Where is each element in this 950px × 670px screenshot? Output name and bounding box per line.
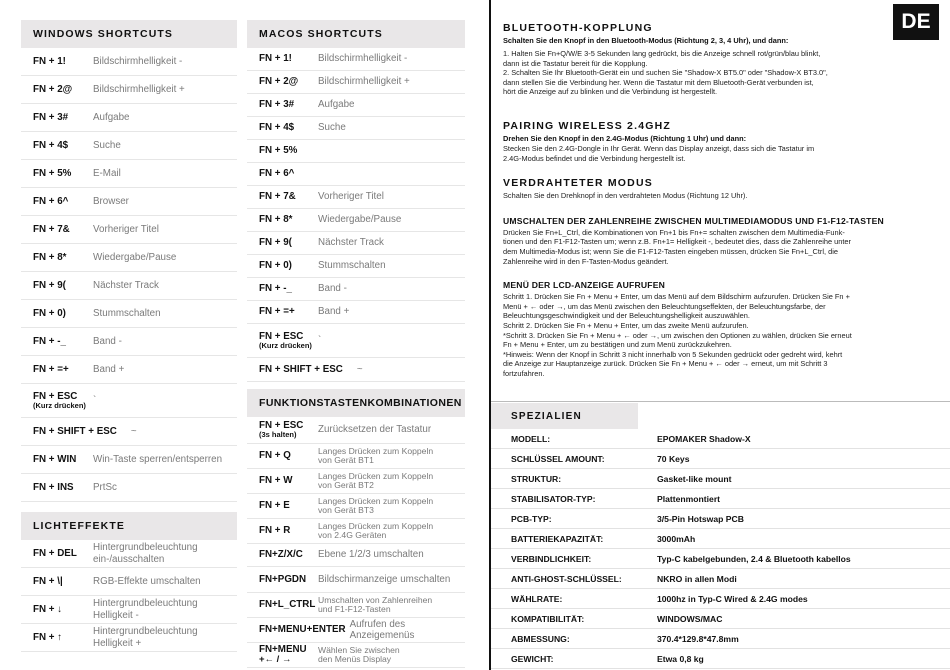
shortcut-row <box>21 272 237 300</box>
shortcut-key-text: FN + 8* <box>259 214 293 226</box>
shortcut-key-text: FN + 6^ <box>33 195 69 207</box>
function-row <box>247 643 465 668</box>
text-line: Zahlenreihe wird in den F-Tasten-Modus geändert. <box>503 256 669 266</box>
spec-row <box>491 629 950 649</box>
function-key <box>247 574 318 585</box>
spec-value: Gasket-like mount <box>657 473 732 484</box>
shortcut-key-text: FN + =+ <box>259 306 295 318</box>
shortcut-key <box>247 364 357 375</box>
bluetooth-subtitle: Schalten Sie den Knopf in den Bluetooth-Modus (Richtung 2, 3, 4 Uhr), und dann: <box>503 36 789 45</box>
shortcut-value: E-Mail <box>93 167 121 179</box>
function-key-note: +← / → <box>259 654 292 666</box>
shortcut-row <box>247 324 465 358</box>
shortcut-value: Bildschirmhelligkeit + <box>93 83 185 95</box>
shortcut-row <box>21 48 237 76</box>
shortcut-value: PrtSc <box>93 481 117 493</box>
funktion-list <box>247 417 465 668</box>
shortcut-key-text: FN + 8* <box>33 251 67 263</box>
light-value-line: RGB-Effekte umschalten <box>93 575 201 587</box>
shortcut-row <box>247 48 465 71</box>
shortcut-row <box>247 255 465 278</box>
light-row <box>21 568 237 596</box>
shortcut-key <box>247 260 318 271</box>
shortcut-row <box>247 163 465 186</box>
lcd-text <box>503 292 943 378</box>
light-value <box>93 542 198 565</box>
shortcut-row <box>21 446 237 474</box>
function-row <box>247 618 465 643</box>
lichteffekte-list <box>21 540 237 652</box>
instructions-column <box>503 0 943 378</box>
text-line: 2.4G-Modus befindet und die Verbindung hergestellt ist. <box>503 153 686 163</box>
function-row <box>247 444 465 469</box>
function-key <box>247 525 318 536</box>
shortcut-key-text: FN + WIN <box>33 453 77 465</box>
light-row <box>21 540 237 568</box>
shortcut-key <box>21 482 93 493</box>
text-line: Stecken Sie den 2.4G-Dongle in Ihr Gerät. Wenn das Display anzeigt, dass sich die Tastatur im <box>503 143 815 153</box>
shortcut-key-text: FN + 7& <box>259 191 296 203</box>
function-key <box>247 624 350 635</box>
function-row <box>247 494 465 519</box>
macos-shortcuts-list <box>247 48 465 382</box>
function-value-line: Aufrufen des Anzeigemenüs <box>349 618 415 641</box>
function-key <box>247 549 318 560</box>
lcd-title: MENÜ DER LCD-ANZEIGE AUFRUFEN <box>503 280 666 291</box>
shortcut-key-text: FN + 5% <box>33 167 72 179</box>
bluetooth-title: BLUETOOTH-KOPPLUNG <box>503 22 653 34</box>
function-key <box>247 420 318 440</box>
shortcut-key <box>247 283 318 294</box>
shortcut-row <box>247 94 465 117</box>
function-key <box>247 450 318 461</box>
function-row <box>247 469 465 494</box>
spec-key: PCB-TYP: <box>511 513 552 524</box>
spec-key: VERBINDLICHKEIT: <box>511 553 592 564</box>
function-key-text: FN+MENU+ENTER <box>259 624 346 636</box>
shortcut-key <box>247 76 318 87</box>
shortcut-key <box>21 196 93 207</box>
shortcut-key-text: FN + 1! <box>259 53 292 65</box>
text-line: 2. Schalten Sie Ihr Bluetooth-Gerät ein und suchen Sie "Shadow-X BT5.0" oder "Shadow-X BT3.0", <box>503 68 828 78</box>
light-value <box>93 598 198 621</box>
text-line: hört die Anzeige auf zu blinken und die Verbindung ist hergestellt. <box>503 87 718 97</box>
text-line: dann ist die Tastatur bereit für die Kopplung. <box>503 58 648 68</box>
shortcut-row <box>21 216 237 244</box>
shortcut-value: Aufgabe <box>93 111 130 123</box>
shortcut-key <box>247 214 318 225</box>
spec-row <box>491 609 950 629</box>
shortcut-key <box>21 56 93 67</box>
spec-row <box>491 649 950 669</box>
shortcut-value: ` <box>318 334 322 346</box>
shortcut-value: Stummschalten <box>93 307 161 319</box>
text-line: Schalten Sie den Drehknopf in den verdrahteten Modus (Richtung 12 Uhr). <box>503 191 748 201</box>
shortcut-value: Vorheriger Titel <box>93 223 159 235</box>
light-value <box>93 576 201 587</box>
function-value <box>318 596 432 615</box>
function-value <box>318 472 433 491</box>
spec-key: STABILISATOR-TYP: <box>511 493 596 504</box>
shortcut-key-text: FN + ESC <box>259 330 304 342</box>
shortcut-key <box>21 426 131 437</box>
spec-row <box>491 569 950 589</box>
shortcut-value: ~ <box>356 363 363 375</box>
shortcut-row <box>247 117 465 140</box>
shortcut-row <box>247 140 465 163</box>
function-value-line: Bildschirmanzeige umschalten <box>318 573 451 585</box>
pairing-subtitle: Drehen Sie den Knopf in den 2.4G-Modus (Richtung 1 Uhr) und dann: <box>503 133 747 143</box>
shortcut-key <box>21 454 93 465</box>
function-value <box>318 424 431 435</box>
macos-column <box>247 0 465 668</box>
text-line: dann stellen Sie die Verbindung her. Wenn die Tastatur mit dem Bluetooth-Gerät verbunden ist, <box>503 77 814 87</box>
function-key <box>247 599 318 610</box>
shortcut-key-note: (Kurz drücken) <box>259 340 312 350</box>
shortcut-row <box>21 418 237 446</box>
shortcut-key <box>247 53 318 64</box>
shortcut-key-note: (Kurz drücken) <box>33 400 86 410</box>
spec-row <box>491 489 950 509</box>
function-key-text: FN+Z/X/C <box>259 549 303 561</box>
spec-key: STRUKTUR: <box>511 473 562 484</box>
shortcut-value: Nächster Track <box>93 279 159 291</box>
function-key-note: (3s halten) <box>259 430 297 440</box>
function-value-line: Langes Drücken zum Koppeln <box>318 470 434 481</box>
text-line: tionen und den F1-F12-Tasten um; wenn z.B. Fn+1= Helligkeit -, bedeutet dies, dass die Zahlenreihe unter <box>503 237 851 247</box>
spec-key: ABMESSUNG: <box>511 633 570 644</box>
function-value <box>318 549 424 560</box>
light-value-line: Helligkeit + <box>93 637 142 649</box>
function-value-line: von Gerät BT3 <box>318 505 374 515</box>
function-value-line: Zurücksetzen der Tastatur <box>318 424 432 436</box>
light-key: FN + \| <box>33 575 63 587</box>
shortcut-key-text: FN + SHIFT + ESC <box>259 363 343 375</box>
shortcut-row <box>247 209 465 232</box>
shortcut-key-text: FN + 3# <box>259 99 295 111</box>
function-row <box>247 544 465 567</box>
shortcut-key-text: FN + INS <box>33 481 74 493</box>
shortcut-value: Stummschalten <box>318 260 386 272</box>
function-key <box>247 644 318 666</box>
shortcut-row <box>21 356 237 384</box>
spec-value: 1000hz in Typ-C Wired & 2.4G modes <box>657 593 808 604</box>
function-value-line: und F1-F12-Tasten <box>318 604 391 614</box>
shortcut-value: Bildschirmhelligkeit - <box>93 55 183 67</box>
shortcut-key <box>21 224 93 235</box>
lichteffekte-title: LICHTEFFEKTE <box>21 512 237 540</box>
function-key-text: FN+PGDN <box>259 573 307 585</box>
shortcut-row <box>247 358 465 382</box>
pairing-title: PAIRING WIRELESS 2.4GHZ <box>503 119 672 132</box>
light-value-line: Hintergrundbeleuchtung <box>93 626 198 638</box>
shortcut-key <box>247 145 318 156</box>
shortcut-key <box>247 237 318 248</box>
shortcut-value: Browser <box>93 195 129 207</box>
function-value-line: Wählen Sie zwischen <box>318 644 400 655</box>
specs-rows <box>491 429 950 669</box>
shortcut-row <box>247 186 465 209</box>
spec-key: WÄHLRATE: <box>511 593 563 604</box>
spec-value: NKRO in allen Modi <box>657 573 737 584</box>
numrow-text <box>503 228 943 266</box>
shortcut-key-text: FN + 2@ <box>259 76 299 88</box>
shortcut-value: Band - <box>318 283 347 295</box>
function-value-line: Ebene 1/2/3 umschalten <box>318 549 424 561</box>
text-line: *Hinweis: Wenn der Knopf in Schritt 3 nicht innerhalb von 5 Sekunden gedrückt oder gedreht wird, kehrt <box>503 349 843 359</box>
light-key: FN + ↓ <box>33 603 63 615</box>
spec-row <box>491 509 950 529</box>
light-key: FN + DEL <box>33 547 77 559</box>
shortcut-key-text: FN + 1! <box>33 55 66 67</box>
spec-row <box>491 449 950 469</box>
shortcut-row <box>21 104 237 132</box>
windows-shortcuts-list <box>21 48 237 502</box>
function-value <box>318 497 433 516</box>
shortcut-value: Band + <box>93 363 125 375</box>
light-row <box>21 596 237 624</box>
shortcut-key <box>21 252 93 263</box>
shortcut-key-text: FN + 3# <box>33 111 69 123</box>
light-key: FN + ↑ <box>33 631 63 643</box>
shortcut-row <box>21 76 237 104</box>
spec-value: 3000mAh <box>657 533 696 544</box>
light-value-line: Hintergrundbeleuchtung <box>93 598 198 610</box>
spec-row <box>491 589 950 609</box>
text-line: dem Multimedia-Modus ist; wenn Sie die F1-F12-Tasten eingeben müssen, drücken Sie Fn+L_Ctrl, die <box>503 246 838 256</box>
shortcut-value: Vorheriger Titel <box>318 191 384 203</box>
shortcut-key <box>247 306 318 317</box>
specs-title: SPEZIALIEN <box>491 403 638 429</box>
function-row <box>247 417 465 444</box>
shortcut-key-text: FN + 9( <box>33 279 66 291</box>
function-value <box>350 619 465 642</box>
funktion-title: FUNKTIONSTASTENKOMBINATIONEN <box>247 389 465 417</box>
shortcut-value: ~ <box>130 425 137 437</box>
specs-table <box>491 403 950 669</box>
shortcut-row <box>21 160 237 188</box>
light-row <box>21 624 237 652</box>
function-value-line: von Gerät BT2 <box>318 480 374 490</box>
shortcut-row <box>21 474 237 502</box>
shortcut-value: Win-Taste sperren/entsperren <box>93 453 223 465</box>
shortcut-row <box>21 384 237 418</box>
text-line: die Anzeige zur Hauptanzeige zurück. Drücken Sie Fn + Menu + ← oder → erneut, um mit Schritt 3 <box>503 359 828 369</box>
shortcut-key <box>247 191 318 202</box>
shortcut-value: Aufgabe <box>318 99 355 111</box>
shortcut-key <box>21 308 93 319</box>
shortcut-value: Bildschirmhelligkeit + <box>318 76 410 88</box>
specs-header <box>491 403 950 429</box>
function-value-line: von Gerät BT1 <box>318 455 374 465</box>
function-key-text: FN + E <box>259 500 290 512</box>
function-key <box>247 500 318 511</box>
text-line: 1. Halten Sie Fn+Q/W/E 3-5 Sekunden lang gedrückt, bis die Anzeige schnell rot/grün/blau blinkt, <box>503 49 821 58</box>
spec-value: 70 Keys <box>657 453 690 464</box>
spec-key: GEWICHT: <box>511 653 554 664</box>
pairing-text <box>503 144 943 163</box>
spec-row <box>491 429 950 449</box>
function-row <box>247 593 465 618</box>
shortcut-value: Wiedergabe/Pause <box>318 214 402 226</box>
spec-value: Plattenmontiert <box>657 493 721 504</box>
function-key-text: FN+L_CTRL <box>259 599 316 611</box>
spec-key: KOMPATIBILITÄT: <box>511 613 585 624</box>
spec-value: Etwa 0,8 kg <box>657 653 704 664</box>
function-key-text: FN + R <box>259 525 291 537</box>
function-key <box>247 475 318 486</box>
function-key-text: FN + Q <box>259 450 291 462</box>
shortcut-value: Suche <box>93 139 121 151</box>
shortcut-key-text: FN + 2@ <box>33 83 73 95</box>
shortcut-row <box>21 300 237 328</box>
shortcut-key-text: FN + 7& <box>33 223 70 235</box>
function-value-line: Langes Drücken zum Koppeln <box>318 495 434 506</box>
function-value-line: den Menüs Display <box>318 654 392 664</box>
specs-divider <box>491 401 950 402</box>
numrow-title: UMSCHALTEN DER ZAHLENREIHE ZWISCHEN MULTIMEDIAMODUS UND F1-F12-TASTEN <box>503 215 884 226</box>
light-value-line: ein-/ausschalten <box>93 553 165 565</box>
wired-title: VERDRAHTETER MODUS <box>503 177 653 190</box>
function-key-text: FN + W <box>259 475 293 487</box>
light-value-line: Hintergrundbeleuchtung <box>93 542 198 554</box>
shortcut-key <box>247 168 318 179</box>
text-line: Schritt 1. Drücken Sie Fn + Menu + Enter, um das Menü auf dem Bildschirm aufzurufen. Drücken Sie Fn + <box>503 292 850 302</box>
spec-value: EPOMAKER Shadow-X <box>657 433 751 444</box>
function-value <box>318 574 450 585</box>
spec-value: Typ-C kabelgebunden, 2.4 & Bluetooth kabellos <box>657 553 851 564</box>
shortcut-key-text: FN + ESC <box>33 390 78 402</box>
function-key-text: FN + ESC <box>259 420 304 432</box>
text-line: Drücken Sie Fn+L_Ctrl, die Kombinationen von Fn+1 bis Fn+= schalten zwischen dem Multimedia-Funk- <box>503 227 845 237</box>
spec-key: BATTERIEKAPAZITÄT: <box>511 533 604 544</box>
text-line: Menü + ← oder →, um das Menü zwischen den Beleuchtungseffekten, der Beleuchtungsfarbe, der <box>503 301 826 311</box>
shortcut-key <box>21 168 93 179</box>
shortcut-value: ` <box>93 394 97 406</box>
shortcut-key <box>21 140 93 151</box>
text-line: Fn + Menu + Enter, um zu bestätigen und zum Menü zurückzukehren. <box>503 340 732 350</box>
spec-value: WINDOWS/MAC <box>657 613 723 624</box>
shortcut-row <box>21 132 237 160</box>
spec-key: ANTI-GHOST-SCHLÜSSEL: <box>511 573 622 584</box>
shortcut-value: Band - <box>93 335 122 347</box>
wired-text <box>503 191 943 201</box>
shortcut-row <box>21 188 237 216</box>
function-value-line: von 2.4G Geräten <box>318 530 387 540</box>
light-value <box>93 626 198 649</box>
spec-row <box>491 529 950 549</box>
shortcut-key-text: FN + 0) <box>33 307 66 319</box>
shortcut-key <box>21 336 93 347</box>
shortcut-key <box>21 364 93 375</box>
shortcut-key-text: FN + 6^ <box>259 168 295 180</box>
macos-shortcuts-title: MACOS SHORTCUTS <box>247 20 465 48</box>
function-value <box>318 522 433 541</box>
shortcut-key <box>247 331 318 351</box>
shortcut-key <box>247 99 318 110</box>
shortcut-key-text: FN + =+ <box>33 363 69 375</box>
shortcut-row <box>21 328 237 356</box>
shortcut-key-text: FN + -_ <box>259 283 292 295</box>
spec-key: MODELL: <box>511 433 551 444</box>
shortcut-key <box>247 122 318 133</box>
windows-column <box>21 0 237 652</box>
shortcut-value: Wiedergabe/Pause <box>93 251 177 263</box>
function-row <box>247 519 465 544</box>
function-value-line: Umschalten von Zahlenreihen <box>318 594 433 605</box>
shortcut-value: Nächster Track <box>318 237 384 249</box>
shortcut-key-text: FN + 4$ <box>259 122 295 134</box>
shortcut-key <box>21 112 93 123</box>
shortcut-key-text: FN + -_ <box>33 335 66 347</box>
text-line: fortzufahren. <box>503 368 545 378</box>
shortcut-value: Suche <box>318 122 346 134</box>
function-value-line: Langes Drücken zum Koppeln <box>318 520 434 531</box>
shortcut-key <box>21 391 93 411</box>
shortcut-key-text: FN + SHIFT + ESC <box>33 425 117 437</box>
shortcut-row <box>247 71 465 94</box>
spec-key: SCHLÜSSEL AMOUNT: <box>511 453 605 464</box>
shortcut-row <box>247 301 465 324</box>
shortcut-key <box>21 280 93 291</box>
text-line: Schritt 2. Drücken Sie Fn + Menu + Enter, um das zweite Menü aufzurufen. <box>503 320 749 330</box>
bluetooth-text <box>503 49 943 97</box>
function-key-text: FN+MENU <box>259 643 307 655</box>
language-badge: DE <box>893 4 939 40</box>
shortcut-row <box>247 232 465 255</box>
spec-value: 3/5-Pin Hotswap PCB <box>657 513 744 524</box>
windows-shortcuts-title: WINDOWS SHORTCUTS <box>21 20 237 48</box>
function-row <box>247 567 465 593</box>
shortcut-row <box>247 278 465 301</box>
shortcut-key-text: FN + 5% <box>259 145 298 157</box>
shortcut-key <box>21 84 93 95</box>
shortcut-key-text: FN + 9( <box>259 237 292 249</box>
text-line: *Schritt 3. Drücken Sie Fn + Menu + ← oder →, um zwischen den Optionen zu wählen, drücken Sie erneut <box>503 330 852 340</box>
function-value <box>318 447 433 466</box>
shortcut-key-text: FN + 4$ <box>33 139 69 151</box>
function-value <box>318 646 400 665</box>
shortcut-key-text: FN + 0) <box>259 260 292 272</box>
spec-row <box>491 469 950 489</box>
shortcut-row <box>21 244 237 272</box>
light-value-line: Helligkeit - <box>93 609 139 621</box>
shortcut-value: Bildschirmhelligkeit - <box>318 53 408 65</box>
spec-row <box>491 549 950 569</box>
function-value-line: Langes Drücken zum Koppeln <box>318 445 434 456</box>
shortcut-value: Band + <box>318 306 350 318</box>
text-line: Beleuchtungsgeschwindigkeit und der Beleuchtungshelligkeit auszuwählen. <box>503 311 750 321</box>
spec-value: 370.4*129.8*47.8mm <box>657 633 739 644</box>
